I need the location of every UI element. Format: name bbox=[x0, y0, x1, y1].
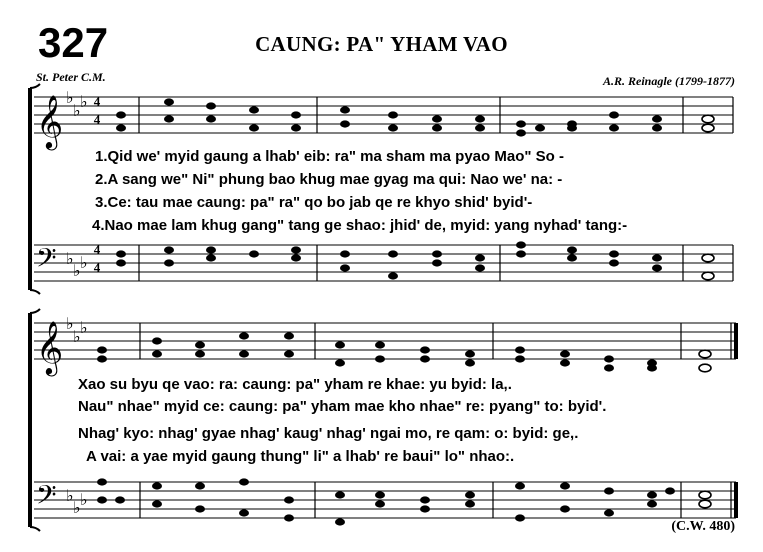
svg-text:♭: ♭ bbox=[66, 486, 74, 505]
treble-notes-1 bbox=[116, 98, 662, 136]
verse-1-line-2: Xao su byu qe vao: ra: caung: pa" yham re khae: yu byid: la,. bbox=[78, 376, 512, 393]
treble-notes-2 bbox=[97, 332, 657, 371]
bass-half-notes-1 bbox=[702, 254, 714, 280]
svg-text:♭: ♭ bbox=[73, 498, 81, 517]
tune-name: St. Peter C.M. bbox=[36, 70, 106, 84]
bass-notes-1 bbox=[116, 241, 662, 279]
bass-clef: 𝄢 bbox=[36, 242, 57, 280]
barlines-2 bbox=[140, 323, 731, 518]
treble-clef: 𝄞 bbox=[36, 94, 64, 148]
treble-half-notes-2 bbox=[699, 350, 711, 372]
svg-text:♭: ♭ bbox=[73, 261, 81, 280]
verse-4-line-1: 4.Nao mae lam khug gang" tang ge shao: jhid' de, myid: yang nyhad' tang:- bbox=[92, 217, 628, 234]
verse-2-line-2: Nau" nhae" myid ce: caung: pa" yham mae kho nhae" re: pyang" to: byid'. bbox=[78, 398, 607, 415]
svg-text:♭: ♭ bbox=[80, 92, 88, 111]
verse-3-line-2: Nhag' kyo: nhag' gyae nhag' kaug' nhag' ngai mo, re qam: o: byid: ge,. bbox=[78, 425, 579, 442]
svg-text:♭: ♭ bbox=[80, 490, 88, 509]
svg-text:4: 4 bbox=[93, 242, 101, 257]
svg-text:♭: ♭ bbox=[66, 249, 74, 268]
bass-clef-2: 𝄢 bbox=[36, 479, 57, 517]
svg-text:4: 4 bbox=[93, 260, 101, 275]
treble-clef-2: 𝄞 bbox=[36, 320, 64, 374]
svg-text:♭: ♭ bbox=[66, 314, 74, 333]
key-signature bbox=[66, 88, 88, 280]
system-1 bbox=[30, 84, 733, 294]
composer-credit: A.R. Reinagle (1799-1877) bbox=[603, 74, 735, 88]
verse-2-line-1: 2.A sang we" Ni" phung bao khug mae gyag ma qui: Nao we' na: - bbox=[95, 171, 563, 188]
svg-text:4: 4 bbox=[93, 112, 101, 127]
svg-text:♭: ♭ bbox=[66, 88, 74, 107]
svg-text:4: 4 bbox=[93, 94, 101, 109]
svg-text:♭: ♭ bbox=[80, 253, 88, 272]
verse-1-line-1: 1.Qid we' myid gaung a lhab' eib: ra" ma sham ma pyao Mao" So - bbox=[95, 148, 564, 165]
catalog-reference: (C.W. 480) bbox=[671, 519, 735, 534]
hymn-title: CAUNG: PA" YHAM VAO bbox=[255, 32, 508, 56]
bass-staff-2 bbox=[34, 482, 736, 518]
svg-text:♭: ♭ bbox=[73, 327, 81, 346]
hymn-number: 327 bbox=[38, 19, 109, 66]
system-2 bbox=[30, 309, 736, 531]
bass-notes-2 bbox=[97, 478, 675, 525]
verse-3-line-1: 3.Ce: tau mae caung: pa" ra" qo bo jab qe re khyo shid' byid'- bbox=[95, 194, 533, 211]
svg-text:♭: ♭ bbox=[80, 318, 88, 337]
verse-4-line-2: A vai: a yae myid gaung thung" li" a lhab' re baui" lo" nhao:. bbox=[86, 448, 515, 465]
svg-text:♭: ♭ bbox=[73, 101, 81, 120]
treble-staff-2 bbox=[34, 323, 736, 359]
